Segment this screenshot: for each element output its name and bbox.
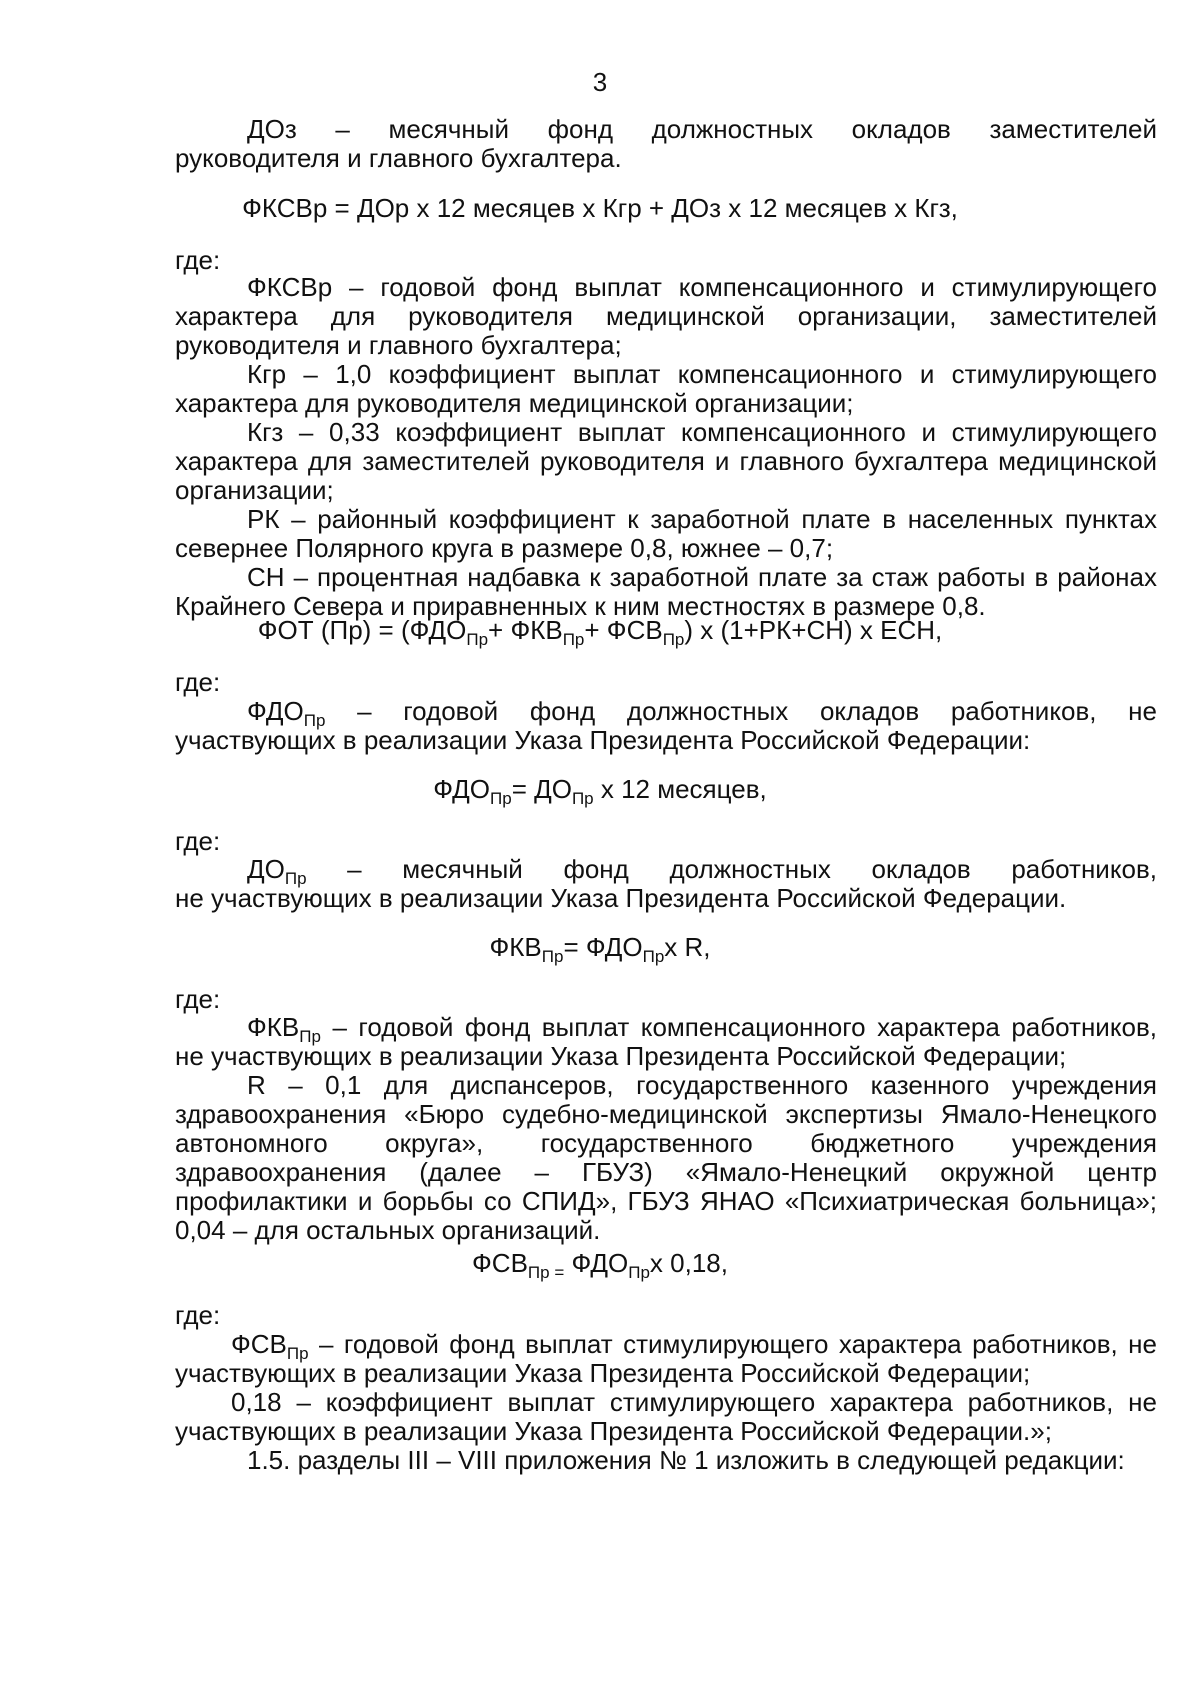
where-label: где:	[175, 1300, 221, 1330]
definition-text: – месячный фонд должностных окладов работников,	[306, 854, 1157, 884]
definition-fdo	[175, 697, 1157, 755]
formula-fot-part: + ФСВ	[584, 615, 663, 645]
where-label: где:	[175, 826, 221, 856]
term-subscript: Пр	[284, 869, 307, 888]
term-subscript: Пр	[286, 1344, 309, 1363]
formula-fsv-subscript: Пр	[628, 1263, 650, 1282]
formula-fot-part: + ФКВ	[488, 615, 563, 645]
term-subscript: Пр	[299, 1027, 321, 1046]
formula-fsv-part: ФСВ	[472, 1248, 528, 1278]
definition-fsv-line1	[175, 1329, 1157, 1363]
formula-fot-subscript: Пр	[662, 630, 685, 649]
definition-text: – годовой фонд выплат компенсационного характера работников,	[320, 1012, 1157, 1042]
formula-fsv	[0, 1248, 1200, 1282]
formula-fsv-subscript: Пр =	[527, 1263, 565, 1282]
formula-fksvr: ФКСВр = ДОр х 12 месяцев х Кгр + ДОз х 12 месяцев х Кгз,	[242, 193, 958, 223]
formula-fsv-part: ФДО	[564, 1248, 629, 1278]
formula-fot-subscript: Пр	[466, 630, 489, 649]
formula-fdo-subscript: Пр	[571, 789, 594, 808]
definition-do-line1	[175, 854, 1157, 888]
definition-fsv-line2: участвующих в реализации Указа Президента Российской Федерации;	[175, 1358, 1031, 1388]
definitions-block-3	[175, 1330, 1157, 1475]
item-1-5: 1.5. разделы III – VIII приложения № 1 изложить в следующей редакции:	[247, 1445, 1125, 1475]
term-name: ДО	[247, 854, 285, 884]
definition-r: R – 0,1 для диспансеров, государственного казенного учреждения здравоохранения «Бюро судебно-медицинской экспертизы Ямало-Ненецкого автономного округа», государственного бюджетного учреждения здравоохранения (далее – ГБУЗ) «Ямало-Ненецкий окружной центр профилактики и борьбы со СПИД», ГБУЗ ЯНАО «Психиатрическая больница»; 0,04 – для остальных организаций.	[175, 1070, 1157, 1245]
definition-do	[175, 855, 1157, 913]
definition-do-line2: не участвующих в реализации Указа Президента Российской Федерации.	[175, 883, 1067, 913]
definitions-block-1	[175, 273, 1157, 621]
definition-fkv-line2: не участвующих в реализации Указа Президента Российской Федерации;	[175, 1041, 1067, 1071]
term-name: ФСВ	[231, 1329, 287, 1359]
definition-text: – годовой фонд должностных окладов работников, не	[325, 696, 1157, 726]
formula-fdo-part: ФДО	[433, 774, 490, 804]
formula-fkv-part: = ФДО	[563, 932, 643, 962]
formula-fkv	[0, 932, 1200, 966]
definitions-block-2	[175, 1013, 1157, 1245]
definition-018-line2: участвующих в реализации Указа Президента Российской Федерации.»;	[175, 1416, 1052, 1446]
paragraph-doz	[175, 115, 1157, 173]
formula-fot-subscript: Пр	[562, 630, 585, 649]
formula-fkv-part: ФКВ	[489, 932, 542, 962]
term-name: ФКВ	[247, 1012, 300, 1042]
definition-sn: СН – процентная надбавка к заработной плате за стаж работы в районах Крайнего Севера и приравненных к ним местностях в размере 0,8.	[175, 562, 1157, 621]
formula-fot-part: ) х (1+РК+СН) х ЕСН,	[684, 615, 943, 645]
formula-fot-part: ФОТ (Пр) = (ФДО	[257, 615, 467, 645]
definition-018-line1: 0,18 – коэффициент выплат стимулирующего характера работников, не	[231, 1387, 1157, 1417]
definition-fdo-line2: участвующих в реализации Указа Президента Российской Федерации:	[175, 725, 1031, 755]
where-label: где:	[175, 245, 221, 275]
formula-fkv-subscript: Пр	[642, 947, 665, 966]
definition-fdo-line1	[175, 696, 1157, 730]
definition-kgr: Кгр – 1,0 коэффициент выплат компенсационного и стимулирующего характера для руководителя медицинской организации;	[175, 359, 1157, 418]
formula-fdo-subscript: Пр	[490, 789, 512, 808]
formula-fdo-part: х 12 месяцев,	[593, 774, 767, 804]
formula-fdo-part: = ДО	[511, 774, 572, 804]
formula-fsv-part: х 0,18,	[649, 1248, 728, 1278]
formula-fkv-subscript: Пр	[541, 947, 564, 966]
definition-rk: РК – районный коэффициент к заработной плате в населенных пунктах севернее Полярного круга в размере 0,8, южнее – 0,7;	[175, 504, 1157, 563]
paragraph-doz-line1: ДОз – месячный фонд должностных окладов заместителей	[247, 114, 1157, 144]
definition-fksvr: ФКСВр – годовой фонд выплат компенсационного и стимулирующего характера для руководителя медицинской организации, заместителей руководителя и главного бухгалтера;	[175, 272, 1157, 360]
paragraph-doz-line2: руководителя и главного бухгалтера.	[175, 143, 622, 173]
term-name: ФДО	[247, 696, 304, 726]
where-label: где:	[175, 667, 221, 697]
definition-kgz: Кгз – 0,33 коэффициент выплат компенсационного и стимулирующего характера для заместителей руководителя и главного бухгалтера медицинской организации;	[175, 417, 1157, 505]
term-subscript: Пр	[303, 711, 326, 730]
formula-fot	[0, 615, 1200, 649]
formula-fkv-part: х R,	[664, 932, 711, 962]
definition-fkv-line1	[175, 1012, 1157, 1046]
definition-text: – годовой фонд выплат стимулирующего характера работников, не	[308, 1329, 1157, 1359]
where-label: где:	[175, 984, 221, 1014]
formula-fdo	[0, 774, 1200, 808]
page-number: 3	[592, 67, 608, 97]
